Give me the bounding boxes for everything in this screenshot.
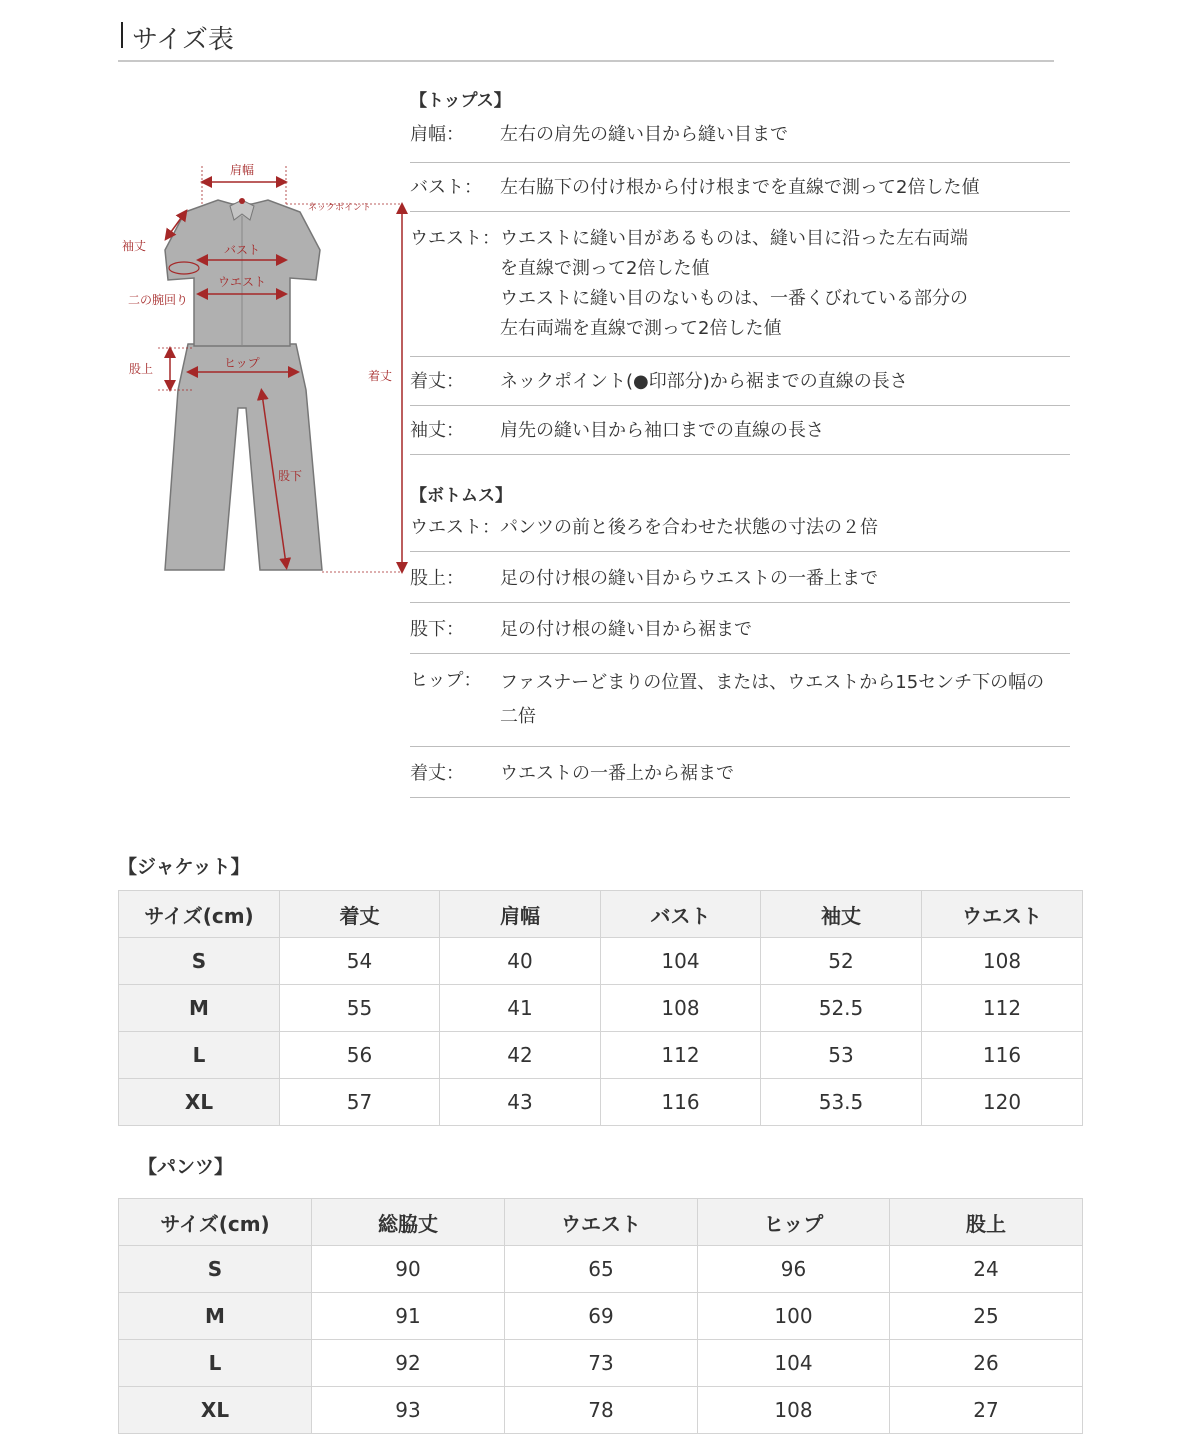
definition-desc [500, 759, 1070, 789]
pants-size-table [118, 1198, 1083, 1434]
size-label-cell: XL [119, 1387, 312, 1434]
measurement-diagram [110, 150, 420, 590]
table-cell: 100 [698, 1293, 890, 1340]
table-header-cell: サイズ(cm) [119, 1199, 312, 1246]
table-cell: 40 [440, 938, 601, 985]
definition-line: 足の付け根の縫い目から裾まで [500, 619, 752, 640]
definition-line: ウエストの一番上から裾まで [500, 763, 734, 784]
table-header-cell: 着丈 [280, 891, 440, 938]
definition-line: 二倍 [500, 706, 536, 727]
table-cell: 112 [922, 985, 1083, 1032]
table-cell: 120 [922, 1079, 1083, 1126]
definition-term: ウエスト： [410, 517, 500, 538]
definition-line: ネックポイント(●印部分)から裾までの直線の長さ [500, 371, 908, 392]
definition-term: バスト： [410, 177, 482, 198]
definition-desc [500, 224, 1070, 344]
table-cell: 54 [280, 938, 440, 985]
size-label-cell: L [119, 1032, 280, 1079]
definition-row [410, 163, 1070, 212]
table-cell: 52.5 [761, 985, 922, 1032]
table-row [119, 985, 1083, 1032]
tops-definitions [410, 114, 1070, 455]
pants-shape [165, 344, 322, 570]
definition-desc [500, 120, 1070, 150]
label-length: 着丈 [368, 369, 393, 383]
table-cell: 91 [312, 1293, 505, 1340]
table-header-cell: 股上 [890, 1199, 1083, 1246]
definition-row [410, 357, 1070, 406]
table-cell: 108 [922, 938, 1083, 985]
table-row [119, 1079, 1083, 1126]
definition-line: 左右の肩先の縫い目から縫い目まで [500, 124, 788, 145]
table-cell: 57 [280, 1079, 440, 1126]
definition-term: 股上： [410, 568, 464, 589]
definition-line: 肩先の縫い目から袖口までの直線の長さ [500, 420, 824, 441]
definition-term: 肩幅： [410, 124, 464, 145]
table-cell: 25 [890, 1293, 1083, 1340]
table-cell: 73 [505, 1340, 698, 1387]
table-row [119, 1340, 1083, 1387]
definition-row [410, 552, 1070, 603]
table-header-cell: 肩幅 [440, 891, 601, 938]
table-cell: 52 [761, 938, 922, 985]
table-header-cell: ヒップ [698, 1199, 890, 1246]
bottoms-title: 【ボトムス】 [410, 486, 512, 506]
table-row [119, 1032, 1083, 1079]
size-label-cell: M [119, 985, 280, 1032]
definition-row [410, 747, 1070, 798]
neckpoint-dot [239, 198, 245, 204]
table-cell: 55 [280, 985, 440, 1032]
definition-desc [500, 564, 1070, 594]
definition-line: ウエストに縫い目のないものは、一番くびれている部分の [500, 288, 968, 309]
definition-line: ウエストに縫い目があるものは、縫い目に沿った左右両端 [500, 228, 968, 249]
definition-desc [500, 173, 1070, 203]
definition-row [410, 114, 1070, 163]
definition-line: 左右両端を直線で測って2倍した値 [500, 318, 782, 339]
definition-row [410, 406, 1070, 455]
table-cell: 90 [312, 1246, 505, 1293]
table-cell: 41 [440, 985, 601, 1032]
table-cell: 108 [698, 1387, 890, 1434]
pants-table-title: 【パンツ】 [138, 1156, 234, 1178]
table-cell: 108 [601, 985, 761, 1032]
definition-desc [500, 615, 1070, 645]
table-cell: 43 [440, 1079, 601, 1126]
table-cell: 104 [601, 938, 761, 985]
size-label-cell: S [119, 938, 280, 985]
table-cell: 24 [890, 1246, 1083, 1293]
table-cell: 42 [440, 1032, 601, 1079]
tops-title: 【トップス】 [410, 91, 511, 111]
definition-row [410, 654, 1070, 747]
definition-line: 足の付け根の縫い目からウエストの一番上まで [500, 568, 878, 589]
label-bust: バスト [224, 243, 261, 257]
jacket-size-table [118, 890, 1083, 1126]
definitions [410, 88, 1070, 798]
definition-desc [500, 513, 1070, 543]
table-cell: 93 [312, 1387, 505, 1434]
table-cell: 56 [280, 1032, 440, 1079]
bottoms-definitions [410, 509, 1070, 798]
definition-desc [500, 416, 1070, 446]
label-neckpoint: ネックポイント [308, 203, 372, 213]
title-bar [121, 22, 123, 48]
table-row [119, 1293, 1083, 1340]
table-row [119, 1246, 1083, 1293]
label-inseam: 股下 [278, 469, 303, 483]
definition-desc [500, 367, 1070, 397]
table-cell: 116 [601, 1079, 761, 1126]
table-header-cell: ウエスト [505, 1199, 698, 1246]
table-cell: 53 [761, 1032, 922, 1079]
label-upper-arm: 二の腕回り [128, 293, 189, 307]
definition-line: 左右脇下の付け根から付け根までを直線で測って2倍した値 [500, 177, 980, 198]
table-cell: 112 [601, 1032, 761, 1079]
table-cell: 92 [312, 1340, 505, 1387]
table-row [119, 1387, 1083, 1434]
definition-line: パンツの前と後ろを合わせた状態の寸法の２倍 [500, 517, 878, 538]
label-hip: ヒップ [224, 356, 260, 370]
size-label-cell: M [119, 1293, 312, 1340]
table-cell: 96 [698, 1246, 890, 1293]
size-label-cell: XL [119, 1079, 280, 1126]
table-header-cell: サイズ(cm) [119, 891, 280, 938]
size-label-cell: S [119, 1246, 312, 1293]
label-rise: 股上 [129, 362, 154, 376]
definition-row [410, 603, 1070, 654]
size-label-cell: L [119, 1340, 312, 1387]
table-header-row [119, 891, 1083, 938]
definition-line: ファスナーどまりの位置、または、ウエストから15センチ下の幅の [500, 672, 1045, 693]
table-cell: 26 [890, 1340, 1083, 1387]
table-cell: 27 [890, 1387, 1083, 1434]
table-header-cell: ウエスト [922, 891, 1083, 938]
table-cell: 53.5 [761, 1079, 922, 1126]
definition-term: 股下： [410, 619, 464, 640]
table-cell: 65 [505, 1246, 698, 1293]
definition-desc [500, 666, 1070, 734]
diagram-svg [110, 150, 420, 590]
definition-row [410, 212, 1070, 357]
definition-line: を直線で測って2倍した値 [500, 258, 710, 279]
page-title [118, 16, 1054, 62]
definition-row [410, 509, 1070, 552]
table-row [119, 938, 1083, 985]
page-title-text: サイズ表 [132, 25, 234, 55]
table-header-cell: 袖丈 [761, 891, 922, 938]
definition-term: 着丈： [410, 371, 464, 392]
table-header-cell: バスト [601, 891, 761, 938]
definition-term: 袖丈： [410, 420, 464, 441]
table-cell: 69 [505, 1293, 698, 1340]
label-sleeve: 袖丈 [122, 239, 147, 253]
definition-term: ヒップ： [410, 670, 482, 691]
table-cell: 104 [698, 1340, 890, 1387]
label-waist: ウエスト [218, 275, 267, 289]
label-shoulder: 肩幅 [230, 163, 255, 177]
table-header-row [119, 1199, 1083, 1246]
table-cell: 78 [505, 1387, 698, 1434]
table-cell: 116 [922, 1032, 1083, 1079]
definition-term: ウエスト： [410, 228, 500, 249]
jacket-table-title: 【ジャケット】 [118, 856, 250, 878]
definition-term: 着丈： [410, 763, 464, 784]
table-header-cell: 総脇丈 [312, 1199, 505, 1246]
